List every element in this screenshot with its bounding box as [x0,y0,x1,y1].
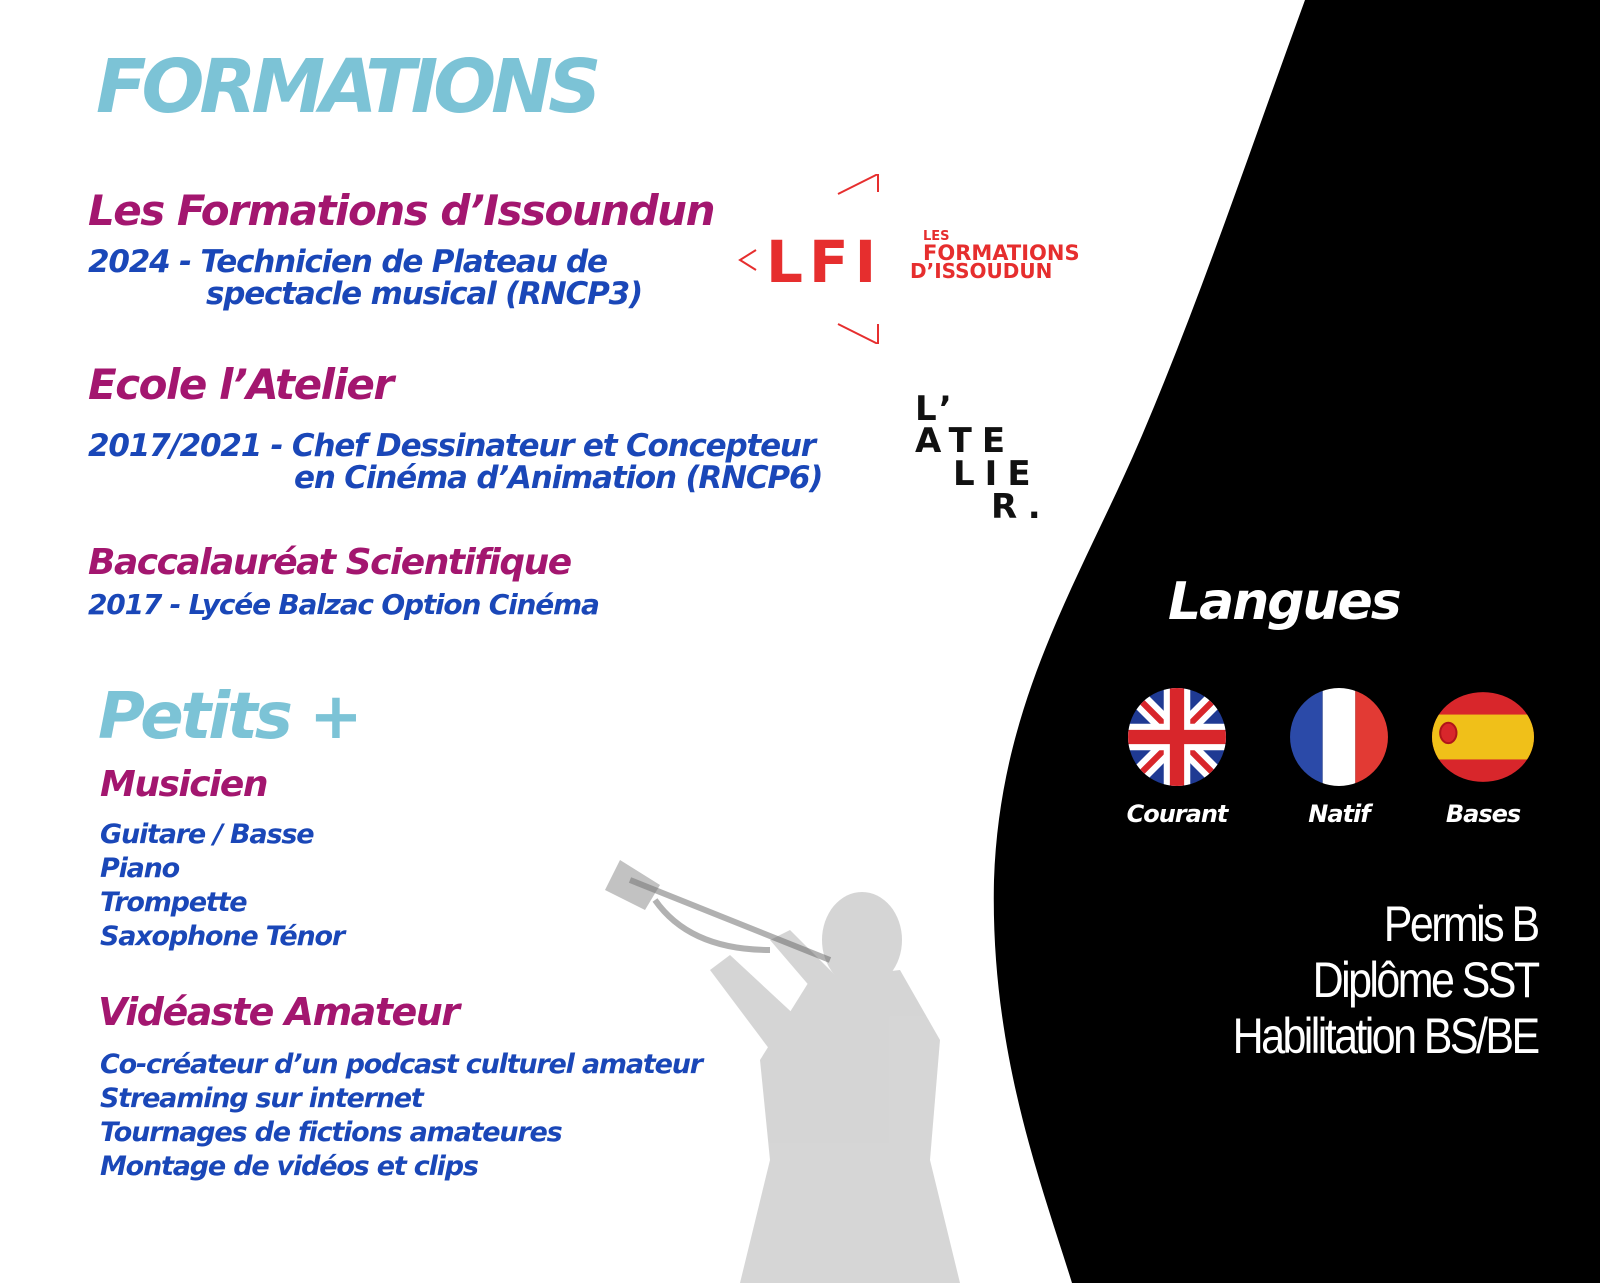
list-item: Guitare / Basse [100,819,314,850]
qualifications-list [1233,896,1538,1064]
langues-title: Langues [1168,572,1400,632]
musicien-list [100,818,344,954]
svg-text:FORMATIONS: FORMATIONS [923,241,1080,265]
list-item: Trompette [100,887,247,918]
musicien-title: Musicien [100,764,267,805]
formations-title: FORMATIONS [96,44,597,130]
list-item: Montage de vidéos et clips [100,1151,478,1182]
list-item: Streaming sur internet [100,1083,423,1114]
list-item: Saxophone Ténor [100,921,344,952]
svg-text:ATE: ATE [915,421,1016,461]
list-item: Co-créateur d’un podcast culturel amateur [100,1049,702,1080]
formation-detail-issoundun [88,246,642,310]
svg-text:LES: LES [923,229,950,244]
atelier-logo [915,390,1065,530]
qualification-item: Habilitation BS/BE [1233,1008,1538,1064]
language-level-french: Natif [1308,800,1370,828]
language-level-spanish: Bases [1445,800,1521,828]
videaste-title: Vidéaste Amateur [98,990,459,1034]
formation-line: 2024 - Technicien de Plateau de [88,244,607,280]
formation-line: spectacle musical (RNCP3) [206,276,642,312]
svg-text:L’: L’ [915,390,962,429]
formation-line: 2017/2021 - Chef Dessinateur et Concepteur [88,428,815,464]
language-level-english: Courant [1126,800,1228,828]
petits-plus-title: Petits + [98,680,360,754]
qualification-item: Permis B [1384,896,1538,952]
uk-flag-icon [1126,686,1228,788]
lfi-logo [738,174,1088,344]
school-name-bac: Baccalauréat Scientifique [88,542,571,583]
france-flag-icon [1288,686,1390,788]
videaste-list [100,1048,702,1184]
formation-detail-bac: 2017 - Lycée Balzac Option Cinéma [88,588,599,621]
formation-detail-atelier [88,430,822,494]
svg-text:LIE: LIE [953,454,1041,494]
svg-text:D’ISSOUDUN: D’ISSOUDUN [910,259,1053,283]
school-name-atelier: Ecole l’Atelier [88,360,393,409]
lfi-mark: LFI [766,228,883,296]
svg-text:R.: R. [991,487,1051,527]
list-item: Piano [100,853,180,884]
qualification-item: Diplôme SST [1313,952,1538,1008]
list-item: Tournages de fictions amateures [100,1117,562,1148]
spain-flag-icon [1432,686,1534,788]
school-name-issoundun: Les Formations d’Issoundun [88,186,714,235]
formation-line: en Cinéma d’Animation (RNCP6) [294,460,823,496]
